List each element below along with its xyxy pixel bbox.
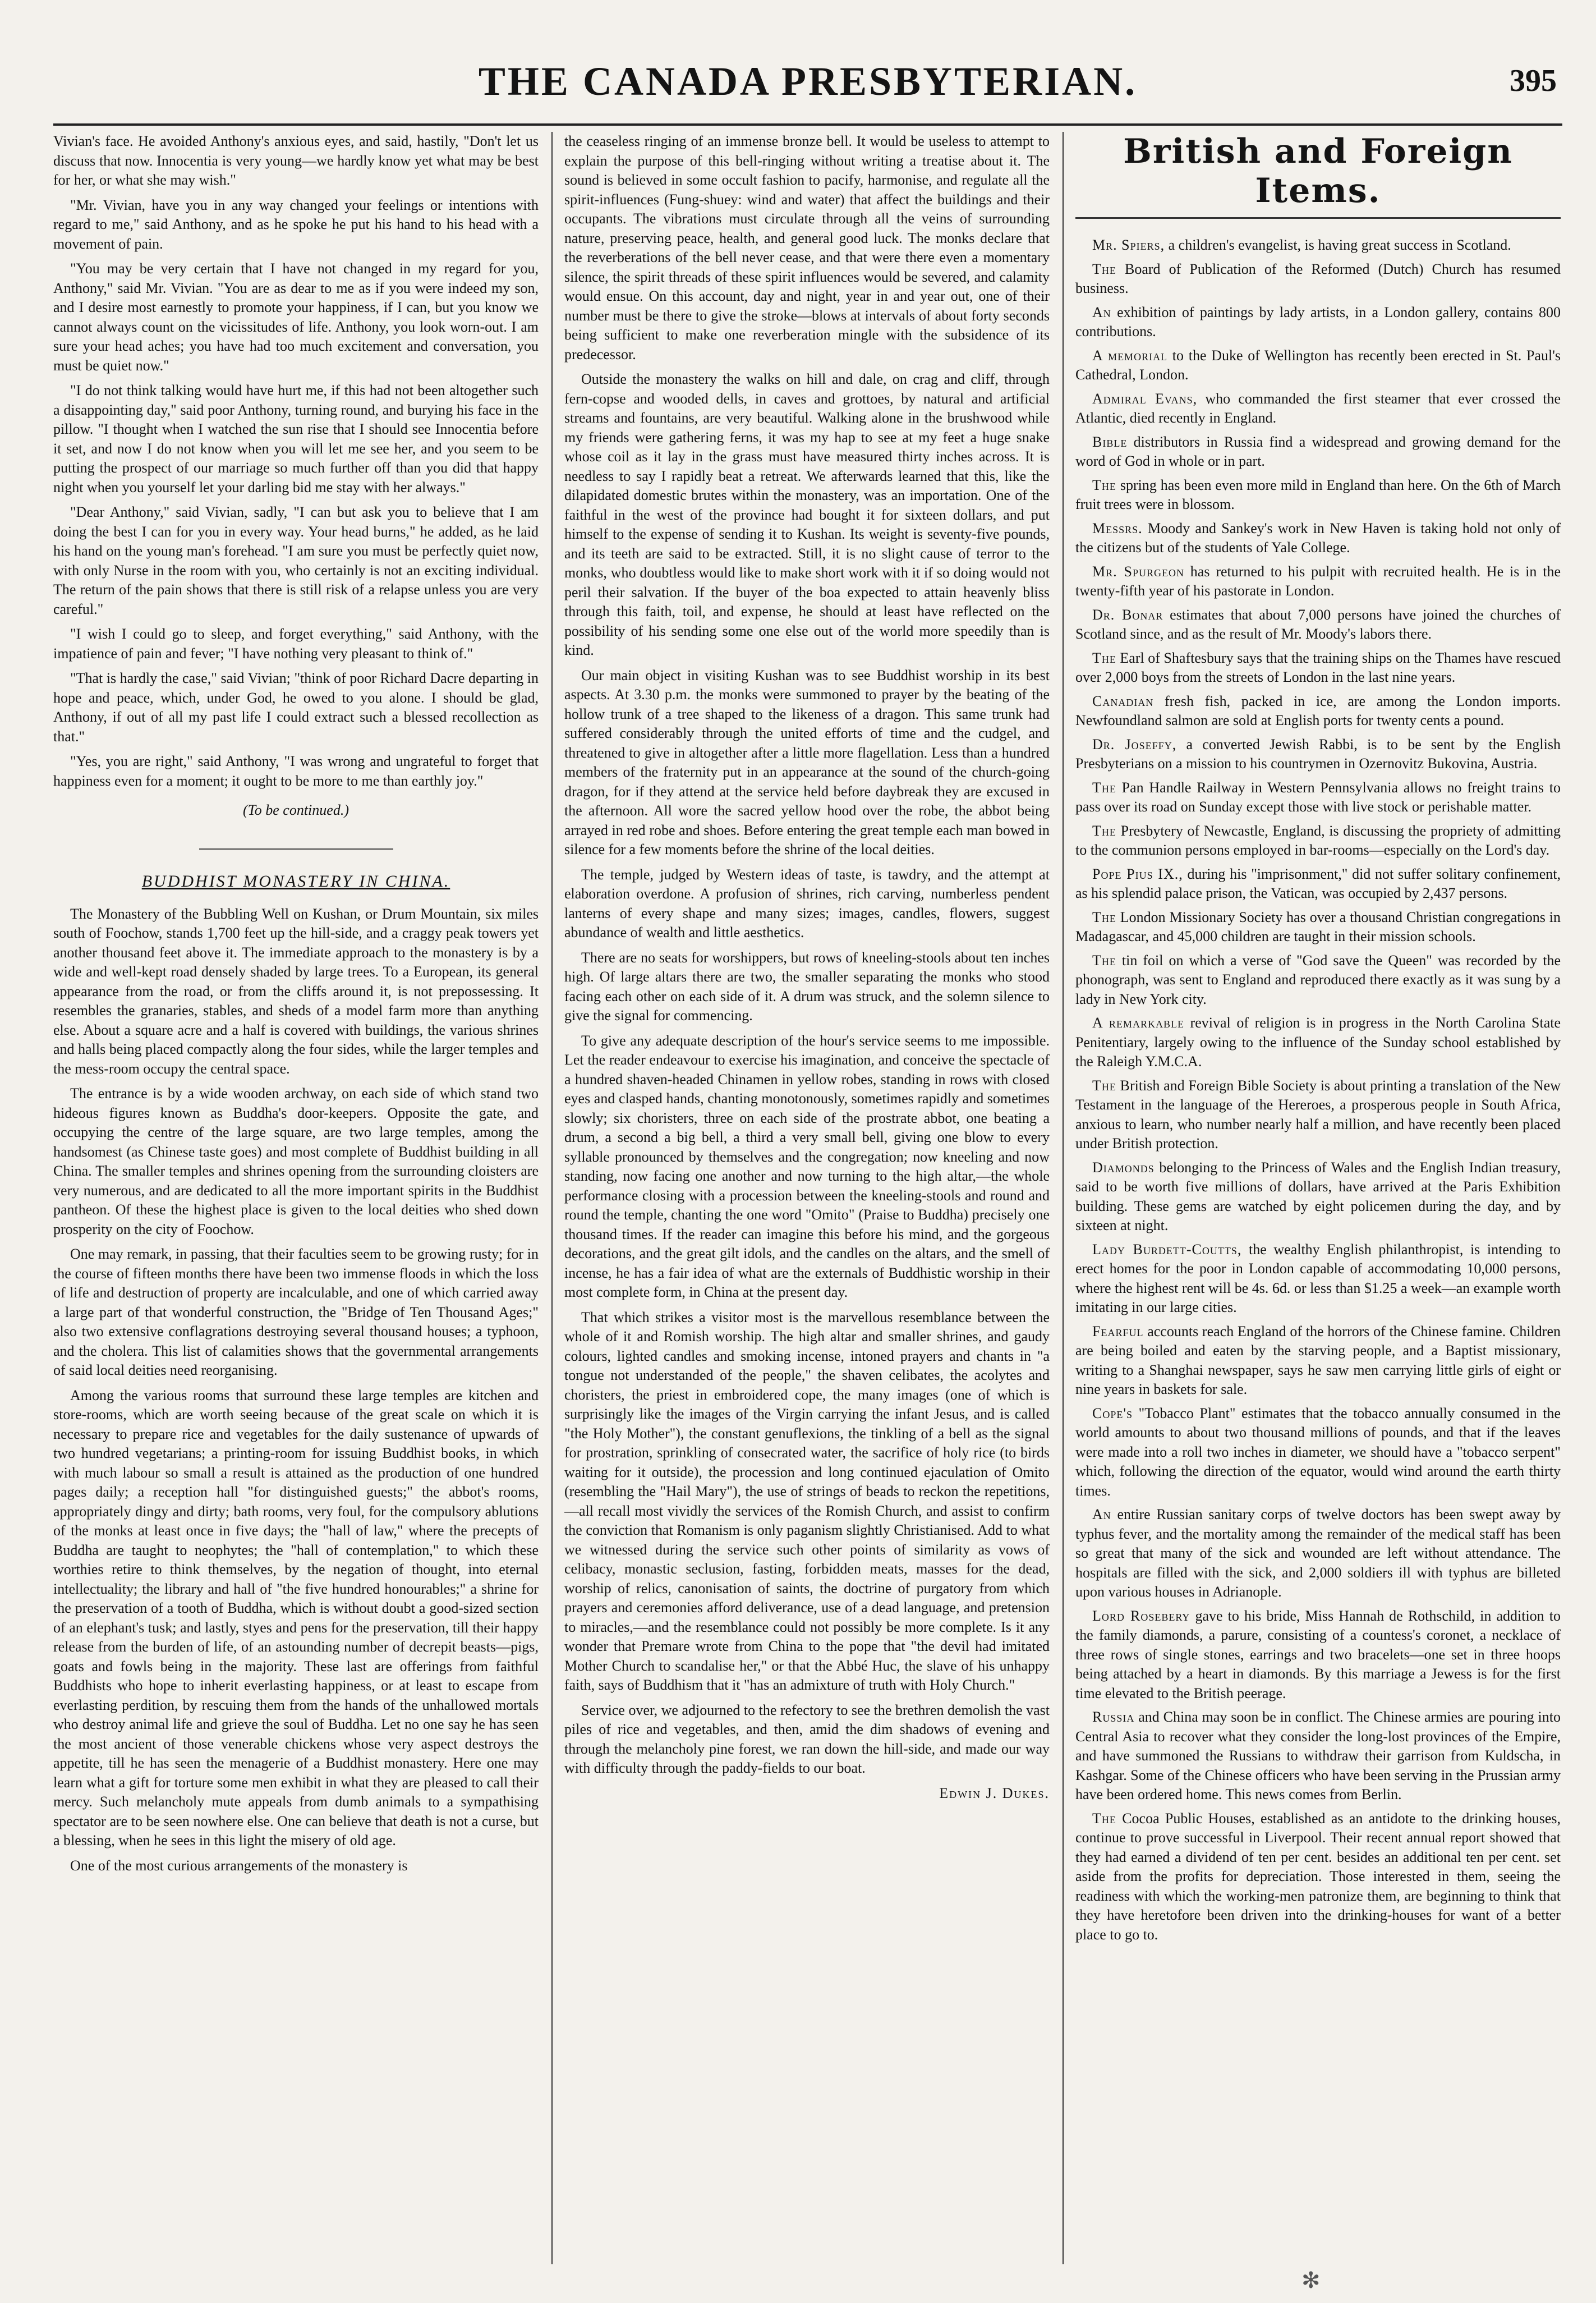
news-item-text: a children's evangelist, is having great success in Scotland. [1165, 237, 1511, 253]
news-item [1075, 1404, 1561, 1501]
news-item-lead: Pope Pius IX., [1092, 865, 1183, 882]
news-item [1075, 1076, 1561, 1154]
news-item-lead: Dr. Joseffy, [1092, 736, 1177, 753]
news-item-lead: An [1092, 304, 1111, 320]
news-item [1075, 1322, 1561, 1400]
paragraph: One of the most curious arrangements of the monastery is [70, 1857, 408, 1874]
news-item-text: "Tobacco Plant" estimates that the tobacco annually consumed in the world amounts to about two thousand millions of pounds, and that if the leaves were made into a roll two inches in diameter, we should have a "tobacco serpent" which, following the direction of the equator, would wind around the earth thirty times. [1075, 1405, 1561, 1499]
news-item-lead: Dr. Bonar [1092, 606, 1163, 623]
news-item-text: fresh fish, packed in ice, are among the London imports. Newfoundland salmon are sold at English ports for twenty cents a pound. [1075, 692, 1561, 728]
news-item-text: distributors in Russia find a widespread and growing demand for the word of God in whole or in part. [1075, 433, 1561, 469]
paragraph: "Mr. Vivian, have you in any way changed your feelings or intentions with regard to me," said Anthony, and as he spoke he put his hand to his head with a movement of pain. [53, 196, 539, 252]
news-item-text: during his "imprisonment," did not suffer solitary confinement, as his splendid palace prison, the Vatican, was occupied by 2,437 persons. [1075, 865, 1561, 901]
news-item-text: to the Duke of Wellington has recently been erected in St. Paul's Cathedral, London. [1075, 347, 1561, 383]
paragraph: "You may be very certain that I have not changed in my regard for you, Anthony," said Mr. Vivian. "You are as dear to me as if you were indeed my son, and I desire most earnestly to promote your happiness, if I can, but you know we cannot always count on the vicissitudes of life. Anthony, you look worn-out. I am sure your head aches; you have had too much excitement and conversation, you must be quiet now." [53, 260, 539, 374]
news-item [1075, 346, 1561, 385]
news-item-lead: A remarkable [1092, 1015, 1184, 1031]
paragraph: "Yes, you are right," said Anthony, "I was wrong and ungrateful to forget that happiness even for a moment; it ought to be more to me than earthly joy." [53, 753, 539, 789]
masthead [53, 56, 1562, 126]
paragraph: The temple, judged by Western ideas of taste, is tawdry, and the attempt at elaboration overdone. A profusion of shrines, rich carving, numberless pendent lanterns of every shape and many sizes; images, candles, flowers, suggest abundance of wealth and little aesthetics. [564, 866, 1050, 941]
news-item-text: British and Foreign Bible Society is about printing a translation of the New Testament in the language of the Hereroes, a prosperous people in South Africa, anxious to learn, who number nearly half a million, and have recently been placed under British protection. [1075, 1077, 1561, 1152]
paragraph: Vivian's face. He avoided Anthony's anxious eyes, and said, hastily, "Don't let us discuss that now. Innocentia is very young—we hardly know yet what may be best for her, or what she may wish." [53, 133, 539, 188]
paragraph: One may remark, in passing, that their faculties seem to be growing rusty; for in the course of fifteen months there have been two immense floods in which the loss of life and destruction of property are incalculable, and one of which carried away a large part of that wonderful construction, the "Bridge of Ten Thousand Ages;" also two extensive conflagrations destroying several thousand houses; a typhoon, and the cholera. This list of calamities shows that the governmental arrangements of said local deities need reorganising. [53, 1246, 539, 1378]
paragraph: Service over, we adjourned to the refectory to see the brethren demolish the vast piles of rice and vegetables, and then, amid the dim shadows of evening and through the melancholy pine forest, we ran down the hill-side, and made our way with difficulty through the paddy-fields to our boat. [564, 1701, 1050, 1776]
news-item [1075, 735, 1561, 774]
news-item-lead: Mr. Spiers, [1092, 237, 1165, 253]
news-item-text: gave to his bride, Miss Hannah de Rothschild, in addition to the family diamonds, a parure, consisting of a countess's coronet, a necklace of three rows of single stones, earrings and two bracelets—one set in three hoops being attached by a heart in diamonds. By this marriage a Jewess is for the first time elevated to the British peerage. [1075, 1607, 1561, 1701]
news-item-text: exhibition of paintings by lady artists, in a London gallery, contains 800 contributions. [1075, 304, 1561, 340]
column-rule [1063, 132, 1064, 2264]
paragraph: "That is hardly the case," said Vivian; "think of poor Richard Dacre departing in hope and peace, which, under God, he owed to you alone. I should be glad, Anthony, if out of all my past life I could extract such a blessed recollection as that." [53, 670, 539, 745]
news-item-lead: Canadian [1092, 692, 1154, 709]
news-item [1075, 822, 1561, 860]
news-item [1075, 236, 1561, 255]
news-item-text: Earl of Shaftesbury says that the training ships on the Thames have rescued over 2,000 boys from the streets of London in the last nine years. [1075, 649, 1561, 685]
news-items [1075, 236, 1561, 1944]
news-item [1075, 519, 1561, 558]
news-item-lead: Bible [1092, 433, 1128, 450]
news-item-lead: The [1092, 822, 1116, 839]
news-item-text: who commanded the first steamer that ever crossed the Atlantic, died recently in England. [1075, 390, 1561, 426]
news-item-lead: The [1092, 779, 1116, 796]
column-2 [564, 132, 1050, 2264]
news-item-lead: The [1092, 649, 1116, 666]
column-3 [1075, 132, 1561, 2264]
news-item [1075, 1505, 1561, 1602]
news-item [1075, 260, 1561, 299]
column-rule [551, 132, 553, 2264]
news-item-lead: Messrs. [1092, 520, 1143, 536]
news-item-text: spring has been even more mild in England than here. On the 6th of March fruit trees were in blossom. [1075, 476, 1561, 512]
news-item [1075, 562, 1561, 601]
paragraph: The Monastery of the Bubbling Well on Kushan, or Drum Mountain, six miles south of Foochow, stands 1,700 feet up the hill-side, and a craggy peak towers yet another thousand feet above it. The immediate approach to the monastery is by a wide and well-kept road densely shaded by large trees. To a European, its general appearance from the road, or from the cliffs around it, is not prepossessing. It resembles the granaries, stables, and sheds of a model farm more than anything else. About a square acre and a half is covered with buildings, the various shrines and halls being placed compactly along the four sides, while the larger temples and the mess-room occupy the central space. [53, 905, 539, 1077]
news-item-text: Board of Publication of the Reformed (Dutch) Church has resumed business. [1075, 260, 1561, 296]
news-item [1075, 389, 1561, 428]
news-item-text: the wealthy English philanthropist, is intending to erect homes for the poor in London capable of accommodating 10,000 persons, where the highest rent will be 4s. 6d. or less than $1.25 a week—an example worth imitating in our large cities. [1075, 1241, 1561, 1315]
article-continuation [564, 132, 1050, 1778]
paragraph: Our main object in visiting Kushan was to see Buddhist worship in its best aspects. At 3.30 p.m. the monks were summoned to prayer by the beating of the hollow trunk of a tree shaped to the likeness of a dragon. This same trunk had suffered considerably through the united efforts of time and the cudgel, and threatened to give in altogether after a little more flagellation. Less than a hundred members of the fraternity put in an appearance at the sound of the church-going dragon, for if they attend at the service held before daybreak they are excused in the afternoon. All wore the sacred yellow hood over the robe, the abbot being arrayed in red robe and shoes. Before entering the great temple each man bowed in silence for a few moments before the shrine of the local deities. [564, 667, 1050, 857]
news-item-text: revival of religion is in progress in the North Carolina State Penitentiary, largely owing to the influence of the Sunday school established by the Raleigh Y.M.C.A. [1075, 1015, 1561, 1070]
news-item [1075, 1240, 1561, 1318]
news-item-lead: The [1092, 909, 1116, 925]
newspaper-title: THE CANADA PRESBYTERIAN. [478, 59, 1138, 104]
divider [199, 848, 393, 850]
news-item-lead: The [1092, 1810, 1116, 1827]
news-item-lead: Lady Burdett-Coutts, [1092, 1241, 1242, 1258]
article-body [53, 905, 539, 1876]
news-item [1075, 1708, 1561, 1805]
news-item-lead: Lord Rosebery [1092, 1607, 1190, 1624]
news-item-text: accounts reach England of the horrors of the Chinese famine. Children are being boiled and eaten by the starving people, and a Baptist missionary, writing to a Shanghai newspaper, says he saw men carrying little girls of eight or nine years in baskets for sale. [1075, 1323, 1561, 1397]
news-item [1075, 865, 1561, 903]
news-item-text: Pan Handle Railway in Western Pennsylvania allows no freight trains to pass over its road on Sunday except those with live stock or perishable matter. [1075, 779, 1561, 815]
news-item-text: tin foil on which a verse of "God save the Queen" was recorded by the phonograph, was sent to England and reproduced there exactly as it was sung by a lady in New York city. [1075, 952, 1561, 1007]
news-item-lead: Mr. Spurgeon [1092, 563, 1184, 580]
paragraph: Outside the monastery the walks on hill and dale, on crag and cliff, through fern-copse and wooded dells, in caves and grottoes, by natural and artificial streams and fountains, are very beautiful. Walking alone in the brushwood while my friends were gathering ferns, it was my hap to see at my feet a huge snake whose coil as it lay in the grass must have measured thirty inches across. It is needless to say I rapidly beat a retreat. We afterwards learned that this, like the dilapidated domestic brutes within the monastery, was an importation. One of the faithful in the west of the province had bought it for sixteen dollars, and put himself to the expense of sending it to Kushan. Its weight is seventy-five pounds, and its teeth are said to be extracted. Still, it is no slight cause of terror to the monks, who doubtless would like to make short work with it if so doing would not peril their salvation. If the buyer of the boa expected to attain heavenly bliss through this faith, toil, and expense, he should at least have reflected on the possibility of his sending some one else out of the world more speedily than is kind. [564, 371, 1050, 658]
news-item-text: estimates that about 7,000 persons have joined the churches of Scotland since, and as the result of Mr. Moody's labors there. [1075, 606, 1561, 642]
news-item-lead: A memorial [1092, 347, 1168, 364]
news-item-lead: The [1092, 260, 1116, 277]
news-item [1075, 1158, 1561, 1236]
paragraph: "I wish I could go to sleep, and forget everything," said Anthony, with the impatience of pain and fever; "I have nothing very pleasant to think of." [53, 626, 539, 662]
author-signature: Edwin J. Dukes. [939, 1784, 1050, 1801]
news-item [1075, 1607, 1561, 1704]
paragraph: To give any adequate description of the hour's service seems to me impossible. Let the reader endeavour to exercise his imagination, and conceive the spectacle of a hundred shaven-headed Chinamen in yellow robes, standing in rows with closed eyes and clasped hands, chanting monotonously, sometimes rapidly and sometimes slowly; six choristers, three on each side of the prostrate abbot, one beating a drum, a second a big bell, a third a very small bell, giving one blow to every syllable pronounced by themselves and the congregation; now kneeling and now standing, now facing one another and now turning to the high altar,—the whole performance closing with a procession between the kneeling-stools and round and round the temple, chanting the one word "Omito" (Praise to Buddha) precisely one thousand times. If the reader can imagine this before his mind, and the gorgeous decorations, and the great gilt idols, and the candles on the altars, and the smell of incense, he has a fair idea of what are the externals of Buddhistic worship in their most complete form, in China at the present day. [564, 1032, 1050, 1300]
paragraph: "Dear Anthony," said Vivian, sadly, "I can but ask you to believe that I am doing the best I can for you in every way. Your head burns," he added, as he laid his hand on the young man's forehead. "I am sure you must be perfectly quiet now, with only Nurse in the room with you, who certainly is not an exciting individual. The return of the pain shows that there is still risk of a relapse unless you are very careful." [53, 504, 539, 617]
news-item-lead: The [1092, 476, 1116, 493]
news-item [1075, 908, 1561, 947]
news-item [1075, 649, 1561, 687]
news-item-text: London Missionary Society has over a thousand Christian congregations in Madagascar, and 45,000 children are taught in their mission schools. [1075, 909, 1561, 944]
news-item [1075, 605, 1561, 644]
news-item-text: Cocoa Public Houses, established as an antidote to the drinking houses, continue to prove successful in Liverpool. Their recent annual report showed that they had earned a dividend of ten per cent. besides an additional ten per cent. set aside from the profits for depreciation. Those interested in them, seeing the readiness with which the working-men patronize them, are beginning to think that they have heretofore been driven into the drinking-houses for want of a better place to go to. [1075, 1810, 1561, 1943]
news-item [1075, 476, 1561, 515]
serial-story [53, 132, 539, 791]
ornament-mark: ✻ [1301, 2268, 1321, 2293]
paragraph: Among the various rooms that surround these large temples are kitchen and store-rooms, which are worth seeing because of the great scale on which it is necessary to prepare rice and vegetables for the daily sustenance of upwards of two hundred vegetarians; a printing-room for issuing Buddhist books, in which with much labour so small a result is attained as the production of one hundred pages daily; a reception hall "for distinguished guests;" the abbot's rooms, appropriately dingy and dirty; bath rooms, very foul, for the compulsory ablutions of the monks at least once in five days; the "hall of law," where the precepts of Buddha are taught to neophytes; the "hall of contemplation," to which these worthies retire to think themselves, by the negation of thought, into eternal intellectuality; the library and hall of "the five hundred honourables;" a shrine for the preservation of a tooth of Buddha, which is without doubt a good-sized section of an elephant's tusk; and lastly, styes and pens for the preservation, till their happy release from the burden of life, of an astounding number of decrepit beasts—pigs, goats and fowls being in the majority. These last are offerings from faithful Buddhists who hope to inherit everlasting happiness, or at least to escape from everlasting perdition, by rescuing them from the hands of the unhallowed mortals who destroy animal life and grieve the soul of Buddha. Let no one say he has seen the most ancient of those venerable chickens whose very aspect destroys the appetite, till he has seen the menagerie of a Buddhist monastery. Here one may learn what a gift for torture some men exhibit in what they are pleased to call their mercy. Such melancholy mute appeals from dumb animals to a sympathising spectator are to be seen nowhere else. One can believe that death is not a curse, but a blessing, when he sees in this light the misery of old age. [53, 1387, 539, 1848]
column-1 [53, 132, 539, 2264]
news-item-text: Presbytery of Newcastle, England, is discussing the propriety of admitting to the communion persons employed in bar-rooms—especially on the Lord's day. [1075, 822, 1561, 858]
paragraph: "I do not think talking would have hurt me, if this had not been altogether such a disappointing day," said poor Anthony, turning round, and burying his face in the pillow. "I thought when I watched the sun rise that I should see Innocentia before it set, and now I do not know when you will let me see her, and you seem to be putting the prospect of our marriage so much further off than you did that happy night when you yourself let your darling bid me stay with her always." [53, 382, 539, 496]
news-item-lead: Russia [1092, 1709, 1135, 1725]
to-be-continued: (To be continued.) [243, 802, 349, 818]
news-item-text: has returned to his pulpit with recruited health. He is in the twenty-fifth year of his pastorate in London. [1075, 563, 1561, 599]
news-item-lead: An [1092, 1506, 1111, 1522]
news-item-lead: Admiral Evans, [1092, 390, 1198, 407]
columns [53, 132, 1562, 2264]
paragraph: The entrance is by a wide wooden archway, on each side of which stand two hideous figures known as Buddha's door-keepers. Opposite the gate, and occupying the centre of the large square, are two large temples, among the handsomest (as Chinese taste goes) and most complete of Buddhist building in all China. The smaller temples and shrines opening from the surrounding cloisters are very numerous, and are dedicated to all the more important spirits in the Buddhist pantheon. Of these the highest place is given to the local deities who shed down prosperity on the city of Foochow. [53, 1085, 539, 1237]
news-item-text: Moody and Sankey's work in New Haven is taking hold not only of the citizens but of the students of Yale College. [1075, 520, 1561, 556]
news-item-lead: The [1092, 952, 1116, 969]
news-item-text: and China may soon be in conflict. The Chinese armies are pouring into Central Asia to recover what they consider the long-lost provinces of the Empire, and have summoned the Russians to withdraw their garrison from Kuldscha, in Kashgar. Some of the Chinese officers who have been serving in the Prussian army have been ordered home. This news comes from Berlin. [1075, 1709, 1561, 1802]
article-title: BUDDHIST MONASTERY IN CHINA. [141, 871, 450, 891]
page-number: 395 [1510, 63, 1557, 98]
paragraph: the ceaseless ringing of an immense bronze bell. It would be useless to attempt to explain the purpose of this bell-ringing without writing a treatise about it. The sound is believed in some occult fashion to pacify, harmonise, and regulate all the spirit-influences (Fung-shuey: wind and water) that affect the buildings and their occupants. The vibrations must circulate through all the veins of surrounding nature, preserving peace, health, and general good luck. The monks declare that the reverberations of the bell never cease, and that were there even a momentary silence, the spirit threads of these spirit influences would be severed, and calamity would ensue. On this account, day and night, year in and year out, one of their number must be there to give the stroke—blows at intervals of about forty seconds being sufficient to make one reverberation mingle with the subsidence of its predecessor. [564, 133, 1050, 363]
paragraph: That which strikes a visitor most is the marvellous resemblance between the whole of it and Romish worship. The high altar and smaller shrines, and gaudy colours, lighted candles and smoking incense, intoned prayers and chants in "a tongue not understanded of the people," the shaven celibates, the acolytes and choristers, the priest in embroidered cope, the many images (one of which is surprisingly like the images of the Virgin carrying the infant Jesus, and is called "the Holy Mother"), the constant genuflexions, the tinkling of a bell as the signal for prostration, sprinkling of consecrated water, the sacrifice of holy rice (to birds waiting for it outside), the procession and long continued ejaculation of Omito (resembling the "Hail Mary"), the use of strings of beads to reckon the repetitions,—all recall most vividly the services of the Romish Church, and assist to confirm the conviction that Romanism is only paganism slightly Christianised. Add to what we witnessed during the service such other points of similarity as vows of celibacy, monastic seclusion, fasting, forbidden meats, masses for the dead, worship of relics, canonisation of saints, the doctrine of purgatory from which prayers and ceremonies afford deliverance, use of a dead language, and pretension to miracles,—and the resemblance could not possibly be more complete. Is it any wonder that Premare wrote from China to the pope that "the devil had imitated Mother Church to scandalise her," or that the Abbé Huc, the slave of his unhappy faith, says of Buddhism that it "has an admixture of truth with Holy Church." [564, 1309, 1050, 1693]
news-item-text: belonging to the Princess of Wales and the English Indian treasury, said to be worth five millions of dollars, have arrived at the Paris Exhibition building. These gems are watched by eight policemen during the day, and by sixteen at night. [1075, 1159, 1561, 1233]
section-heading: British and Foreign Items. [1075, 132, 1561, 219]
paragraph: There are no seats for worshippers, but rows of kneeling-stools about ten inches high. Of large altars there are two, the smaller separating the monks who stood facing each other on each side of it. A drum was struck, and the solemn silence to give the signal for commencing. [564, 949, 1050, 1024]
news-item [1075, 303, 1561, 342]
news-item [1075, 692, 1561, 731]
news-item-lead: The [1092, 1077, 1116, 1094]
news-item-text: a converted Jewish Rabbi, is to be sent by the English Presbyterians on a mission to his countrymen in Ozernovitz Bukovina, Austria. [1075, 736, 1561, 772]
news-item [1075, 1013, 1561, 1072]
news-item [1075, 1809, 1561, 1945]
news-item [1075, 778, 1561, 817]
news-item [1075, 433, 1561, 471]
news-item-lead: Diamonds [1092, 1159, 1155, 1176]
news-item-text: entire Russian sanitary corps of twelve doctors has been swept away by typhus fever, and the mortality among the remainder of the medical staff has been so great that many of the sick and wounded are left without attendance. The hospitals are filled with the sick, and 2,000 soldiers ill with typhus are billeted upon various houses in Adrianople. [1075, 1506, 1561, 1600]
news-item-lead: Cope's [1092, 1405, 1133, 1421]
news-item-lead: Fearful [1092, 1323, 1144, 1339]
news-item [1075, 951, 1561, 1010]
